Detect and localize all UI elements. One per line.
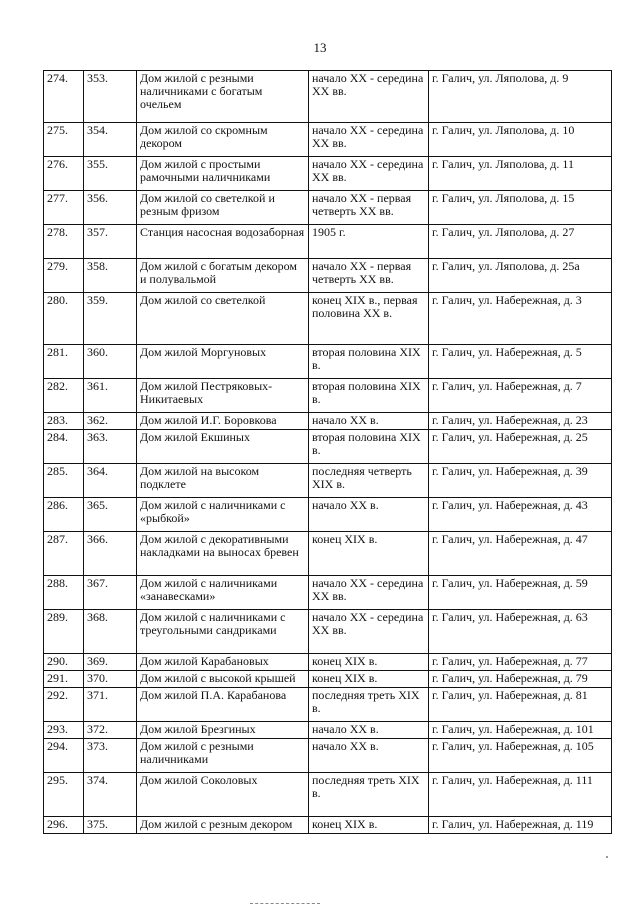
row-number-cell: 280. <box>44 293 84 345</box>
scan-dot-mark <box>606 856 608 858</box>
address-cell: г. Галич, ул. Ляполова, д. 11 <box>429 157 612 191</box>
registry-number-cell: 353. <box>84 71 137 123</box>
dating-cell: последняя треть XIX в. <box>309 773 429 817</box>
address-cell: г. Галич, ул. Набережная, д. 5 <box>429 345 612 379</box>
address-cell: г. Галич, ул. Набережная, д. 7 <box>429 379 612 413</box>
registry-number-cell: 373. <box>84 739 137 773</box>
address-cell: г. Галич, ул. Набережная, д. 105 <box>429 739 612 773</box>
address-cell: г. Галич, ул. Ляполова, д. 15 <box>429 191 612 225</box>
row-number-cell: 293. <box>44 722 84 739</box>
row-number-cell: 288. <box>44 576 84 610</box>
dating-cell: начало XX в. <box>309 722 429 739</box>
row-number-cell: 284. <box>44 430 84 464</box>
registry-number-cell: 364. <box>84 464 137 498</box>
dating-cell: вторая половина XIX в. <box>309 430 429 464</box>
registry-number-cell: 371. <box>84 688 137 722</box>
row-number-cell: 281. <box>44 345 84 379</box>
object-name-cell: Дом жилой с резным декором <box>137 817 309 834</box>
table-row <box>44 464 612 498</box>
row-number-cell: 275. <box>44 123 84 157</box>
table-row <box>44 259 612 293</box>
row-number-cell: 289. <box>44 610 84 654</box>
table-row <box>44 498 612 532</box>
table-row <box>44 739 612 773</box>
object-name-cell: Дом жилой с простыми рамочными наличниками <box>137 157 309 191</box>
table-row <box>44 773 612 817</box>
dating-cell: начало XX - середина XX вв. <box>309 610 429 654</box>
address-cell: г. Галич, ул. Набережная, д. 3 <box>429 293 612 345</box>
object-name-cell: Дом жилой с богатым декором и полувальмой <box>137 259 309 293</box>
address-cell: г. Галич, ул. Набережная, д. 23 <box>429 413 612 430</box>
registry-number-cell: 357. <box>84 225 137 259</box>
table-row <box>44 722 612 739</box>
table-row <box>44 345 612 379</box>
table-row <box>44 413 612 430</box>
row-number-cell: 296. <box>44 817 84 834</box>
dating-cell: начало XX - середина XX вв. <box>309 157 429 191</box>
table-row <box>44 191 612 225</box>
object-name-cell: Дом жилой И.Г. Боровкова <box>137 413 309 430</box>
dating-cell: начало XX - середина XX вв. <box>309 123 429 157</box>
registry-number-cell: 355. <box>84 157 137 191</box>
object-name-cell: Дом жилой с наличниками «занавесками» <box>137 576 309 610</box>
object-name-cell: Дом жилой с высокой крышей <box>137 671 309 688</box>
object-name-cell: Дом жилой с резными наличниками <box>137 739 309 773</box>
row-number-cell: 291. <box>44 671 84 688</box>
row-number-cell: 294. <box>44 739 84 773</box>
table-row <box>44 379 612 413</box>
row-number-cell: 277. <box>44 191 84 225</box>
object-name-cell: Дом жилой с наличниками с «рыбкой» <box>137 498 309 532</box>
registry-number-cell: 361. <box>84 379 137 413</box>
row-number-cell: 283. <box>44 413 84 430</box>
address-cell: г. Галич, ул. Набережная, д. 63 <box>429 610 612 654</box>
object-name-cell: Дом жилой с резными наличниками с богатым очельем <box>137 71 309 123</box>
row-number-cell: 286. <box>44 498 84 532</box>
object-name-cell: Дом жилой с декоративными накладками на выносах бревен <box>137 532 309 576</box>
table-row <box>44 225 612 259</box>
table-row <box>44 430 612 464</box>
registry-number-cell: 374. <box>84 773 137 817</box>
table-row <box>44 817 612 834</box>
dating-cell: конец XIX в. <box>309 654 429 671</box>
registry-number-cell: 365. <box>84 498 137 532</box>
registry-number-cell: 372. <box>84 722 137 739</box>
address-cell: г. Галич, ул. Набережная, д. 59 <box>429 576 612 610</box>
row-number-cell: 276. <box>44 157 84 191</box>
dating-cell: конец XIX в. <box>309 532 429 576</box>
row-number-cell: 285. <box>44 464 84 498</box>
registry-number-cell: 354. <box>84 123 137 157</box>
row-number-cell: 292. <box>44 688 84 722</box>
address-cell: г. Галич, ул. Набережная, д. 47 <box>429 532 612 576</box>
dating-cell: конец XIX в., первая половина XX в. <box>309 293 429 345</box>
object-name-cell: Дом жилой П.А. Карабанова <box>137 688 309 722</box>
registry-number-cell: 358. <box>84 259 137 293</box>
dating-cell: конец XIX в. <box>309 671 429 688</box>
address-cell: г. Галич, ул. Набережная, д. 119 <box>429 817 612 834</box>
object-name-cell: Дом жилой с наличниками с треугольными сандриками <box>137 610 309 654</box>
dating-cell: начало XX - первая четверть XX вв. <box>309 259 429 293</box>
registry-number-cell: 362. <box>84 413 137 430</box>
dating-cell: вторая половина XIX в. <box>309 345 429 379</box>
registry-number-cell: 370. <box>84 671 137 688</box>
dating-cell: конец XIX в. <box>309 817 429 834</box>
address-cell: г. Галич, ул. Ляполова, д. 10 <box>429 123 612 157</box>
table-body <box>44 71 612 834</box>
address-cell: г. Галич, ул. Набережная, д. 111 <box>429 773 612 817</box>
row-number-cell: 278. <box>44 225 84 259</box>
dating-cell: начало XX в. <box>309 498 429 532</box>
object-name-cell: Дом жилой Брезгиных <box>137 722 309 739</box>
registry-number-cell: 375. <box>84 817 137 834</box>
row-number-cell: 287. <box>44 532 84 576</box>
dating-cell: начало XX - середина XX вв. <box>309 71 429 123</box>
dating-cell: вторая половина XIX в. <box>309 379 429 413</box>
table-row <box>44 293 612 345</box>
registry-number-cell: 366. <box>84 532 137 576</box>
row-number-cell: 290. <box>44 654 84 671</box>
address-cell: г. Галич, ул. Набережная, д. 39 <box>429 464 612 498</box>
registry-number-cell: 356. <box>84 191 137 225</box>
row-number-cell: 282. <box>44 379 84 413</box>
registry-number-cell: 360. <box>84 345 137 379</box>
dating-cell: последняя четверть XIX в. <box>309 464 429 498</box>
table-row <box>44 576 612 610</box>
registry-number-cell: 368. <box>84 610 137 654</box>
row-number-cell: 279. <box>44 259 84 293</box>
dating-cell: последняя треть XIX в. <box>309 688 429 722</box>
table-row <box>44 532 612 576</box>
table-row <box>44 654 612 671</box>
address-cell: г. Галич, ул. Набережная, д. 79 <box>429 671 612 688</box>
address-cell: г. Галич, ул. Набережная, д. 81 <box>429 688 612 722</box>
address-cell: г. Галич, ул. Набережная, д. 77 <box>429 654 612 671</box>
object-name-cell: Дом жилой со скромным декором <box>137 123 309 157</box>
object-name-cell: Дом жилой Екшиных <box>137 430 309 464</box>
object-name-cell: Дом жилой со светелкой <box>137 293 309 345</box>
address-cell: г. Галич, ул. Ляполова, д. 27 <box>429 225 612 259</box>
object-name-cell: Дом жилой Карабановых <box>137 654 309 671</box>
dating-cell: начало XX - середина XX вв. <box>309 576 429 610</box>
address-cell: г. Галич, ул. Набережная, д. 25 <box>429 430 612 464</box>
table-row <box>44 71 612 123</box>
table-row <box>44 688 612 722</box>
registry-number-cell: 369. <box>84 654 137 671</box>
object-name-cell: Дом жилой Моргуновых <box>137 345 309 379</box>
address-cell: г. Галич, ул. Набережная, д. 43 <box>429 498 612 532</box>
table-row <box>44 123 612 157</box>
table-row <box>44 157 612 191</box>
dating-cell: 1905 г. <box>309 225 429 259</box>
table-row <box>44 610 612 654</box>
object-name-cell: Дом жилой со светелкой и резным фризом <box>137 191 309 225</box>
table-row <box>44 671 612 688</box>
page-number: 13 <box>313 40 327 55</box>
object-name-cell: Станция насосная водозаборная <box>137 225 309 259</box>
address-cell: г. Галич, ул. Ляполова, д. 25а <box>429 259 612 293</box>
registry-number-cell: 367. <box>84 576 137 610</box>
object-name-cell: Дом жилой Соколовых <box>137 773 309 817</box>
dating-cell: начало XX в. <box>309 413 429 430</box>
dating-cell: начало XX - первая четверть XX вв. <box>309 191 429 225</box>
object-name-cell: Дом жилой на высоком подклете <box>137 464 309 498</box>
row-number-cell: 274. <box>44 71 84 123</box>
address-cell: г. Галич, ул. Ляполова, д. 9 <box>429 71 612 123</box>
address-cell: г. Галич, ул. Набережная, д. 101 <box>429 722 612 739</box>
row-number-cell: 295. <box>44 773 84 817</box>
heritage-registry-table <box>43 70 612 834</box>
registry-number-cell: 363. <box>84 430 137 464</box>
registry-number-cell: 359. <box>84 293 137 345</box>
object-name-cell: Дом жилой Пестряковых-Никитаевых <box>137 379 309 413</box>
dating-cell: начало XX в. <box>309 739 429 773</box>
